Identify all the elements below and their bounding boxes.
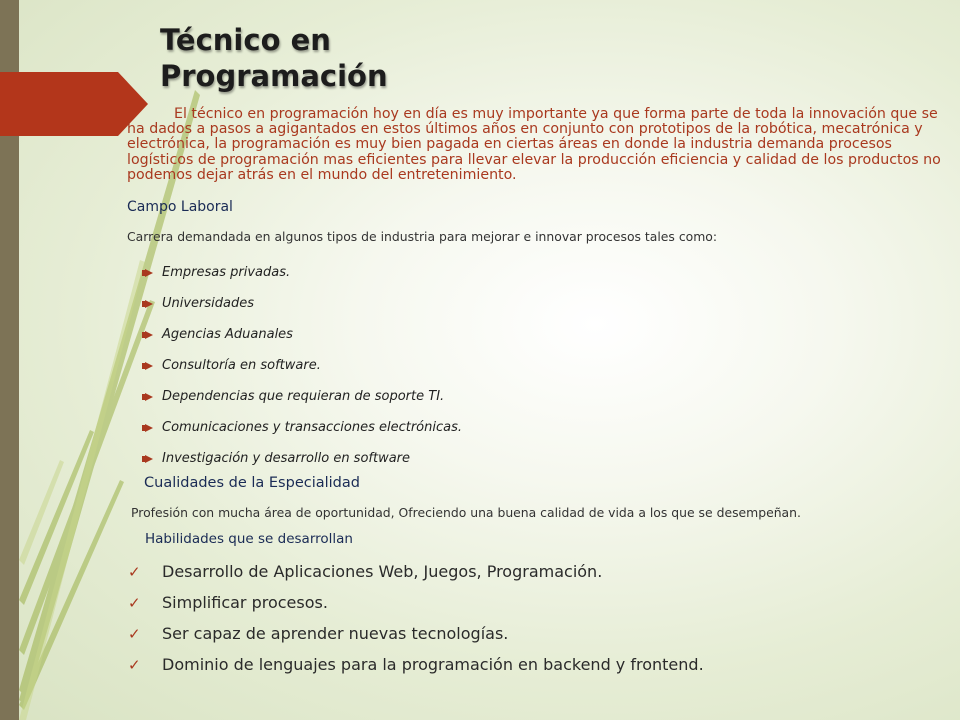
list-item-label: Desarrollo de Aplicaciones Web, Juegos, Programación.: [162, 562, 603, 581]
list-item: [128, 587, 704, 618]
arrow-bullet-icon: [145, 362, 153, 370]
list-item: [128, 618, 704, 649]
list-item: [142, 350, 462, 381]
arrow-bullet-icon: [145, 455, 153, 463]
list-item-label: Simplificar procesos.: [162, 593, 328, 612]
list-item: [142, 443, 462, 474]
list-item-label: Ser capaz de aprender nuevas tecnologías.: [162, 624, 509, 643]
list-item: [128, 556, 704, 587]
title-line-1: Técnico en: [160, 23, 331, 57]
arrow-bullet-icon: [145, 331, 153, 339]
campo-laboral-heading: Campo Laboral: [127, 199, 233, 215]
list-item-label: Empresas privadas.: [162, 265, 291, 280]
list-item: [142, 319, 462, 350]
checkmark-icon: ✓: [128, 562, 141, 581]
list-item-label: Agencias Aduanales: [162, 327, 293, 342]
list-item: [142, 288, 462, 319]
checkmark-icon: ✓: [128, 655, 141, 674]
title-line-2: Programación: [160, 59, 388, 93]
arrow-bullet-icon: [145, 424, 153, 432]
cualidades-heading: Cualidades de la Especialidad: [144, 475, 360, 491]
list-item-label: Dominio de lenguajes para la programación en backend y frontend.: [162, 655, 704, 674]
cualidades-text: Profesión con mucha área de oportunidad, Ofreciendo una buena calidad de vida a los que se desempeñan.: [131, 505, 801, 520]
list-item: [142, 257, 462, 288]
list-item-label: Comunicaciones y transacciones electrónicas.: [162, 420, 462, 435]
habilidades-list: [128, 556, 704, 680]
list-item-label: Universidades: [162, 296, 255, 311]
campo-laboral-list: [142, 257, 462, 474]
list-item-label: Consultoría en software.: [162, 358, 321, 373]
list-item: [128, 649, 704, 680]
list-item-label: Dependencias que requieran de soporte TI.: [162, 389, 445, 404]
arrow-bullet-icon: [145, 300, 153, 308]
habilidades-heading: Habilidades que se desarrollan: [145, 531, 353, 547]
arrow-bullet-icon: [145, 393, 153, 401]
campo-laboral-text: Carrera demandada en algunos tipos de industria para mejorar e innovar procesos tales como:: [127, 229, 718, 244]
list-item: [142, 381, 462, 412]
list-item: [142, 412, 462, 443]
intro-paragraph: El técnico en programación hoy en día es muy importante ya que forma parte de toda la innovación que se ha dados a pasos a agigantados en estos últimos años en conjunto con prototipos de la robótica, mecatrónica y electrónica, la programación es muy bien pagada en ciertas áreas en donde la industria demanda procesos logísticos de programación mas eficientes para llevar elevar la producción eficiencia y calidad de los productos no podemos dejar atrás en el mundo del entretenimiento.: [127, 106, 941, 183]
checkmark-icon: ✓: [128, 624, 141, 643]
arrow-bullet-icon: [145, 269, 153, 277]
checkmark-icon: ✓: [128, 593, 141, 612]
list-item-label: Investigación y desarrollo en software: [162, 451, 411, 466]
slide-title: [160, 22, 560, 94]
title-arrow: [0, 72, 148, 136]
